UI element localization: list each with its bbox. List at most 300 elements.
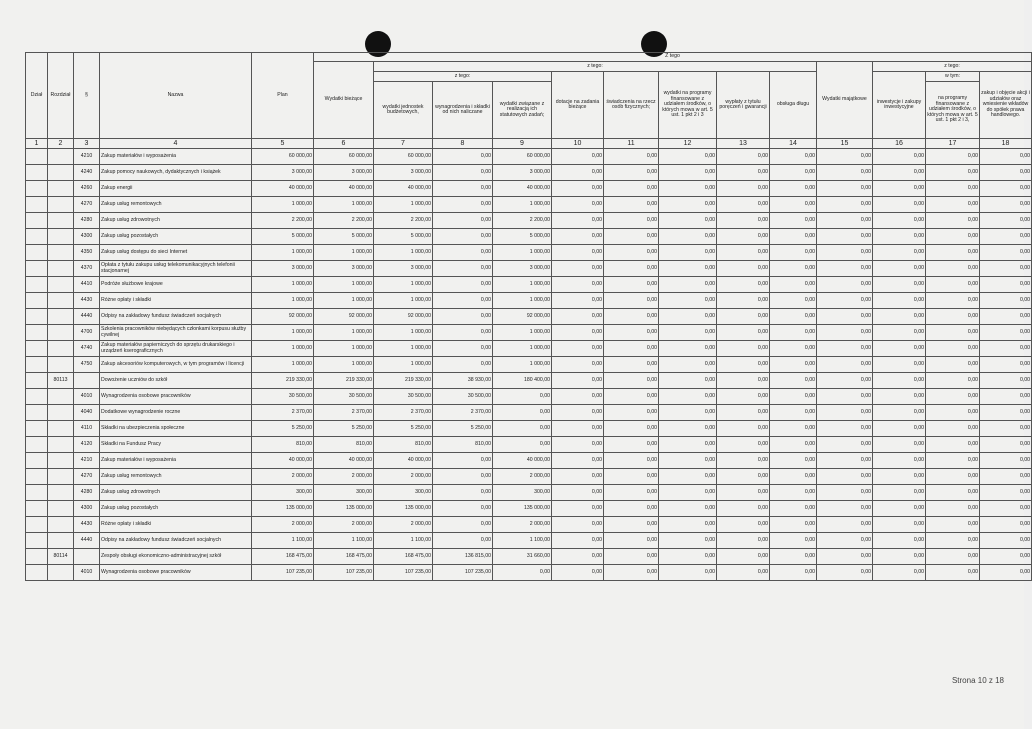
cell-rozdzial: 80113 bbox=[48, 373, 74, 389]
cell-value: 0,00 bbox=[659, 165, 717, 181]
cell-value: 1 000,00 bbox=[314, 357, 374, 373]
cell-value: 0,00 bbox=[659, 261, 717, 277]
cell-value: 0,00 bbox=[433, 277, 493, 293]
cell-paragraf bbox=[74, 549, 100, 565]
cell-value: 5 000,00 bbox=[493, 229, 552, 245]
cell-rozdzial bbox=[48, 517, 74, 533]
cell-value: 0,00 bbox=[604, 309, 659, 325]
cell-value: 3 000,00 bbox=[252, 165, 314, 181]
cell-value: 0,00 bbox=[926, 261, 980, 277]
cell-value: 5 250,00 bbox=[252, 421, 314, 437]
cell-value: 0,00 bbox=[659, 341, 717, 357]
cell-paragraf bbox=[74, 373, 100, 389]
cell-value: 0,00 bbox=[817, 197, 873, 213]
col-wydatki-programy: wydatki na programy finansowane z udziałem środków, o których mowa w art. 5 ust. 1 pkt 2 i 3 bbox=[659, 72, 717, 139]
cell-paragraf: 4210 bbox=[74, 453, 100, 469]
cell-value: 0,00 bbox=[604, 261, 659, 277]
cell-value: 0,00 bbox=[817, 501, 873, 517]
cell-value: 0,00 bbox=[926, 501, 980, 517]
cell-value: 0,00 bbox=[717, 229, 770, 245]
cell-nazwa: Zakup materiałów i wyposażenia bbox=[100, 149, 252, 165]
cell-value: 1 100,00 bbox=[493, 533, 552, 549]
cell-value: 0,00 bbox=[926, 453, 980, 469]
cell-value: 0,00 bbox=[926, 469, 980, 485]
cell-value: 92 000,00 bbox=[493, 309, 552, 325]
cell-value: 0,00 bbox=[717, 469, 770, 485]
cell-value: 0,00 bbox=[873, 357, 926, 373]
cell-value: 0,00 bbox=[873, 293, 926, 309]
cell-rozdzial bbox=[48, 245, 74, 261]
cell-value: 0,00 bbox=[717, 533, 770, 549]
cell-value: 31 660,00 bbox=[493, 549, 552, 565]
cell-value: 92 000,00 bbox=[314, 309, 374, 325]
cell-value: 1 000,00 bbox=[252, 357, 314, 373]
cell-value: 40 000,00 bbox=[374, 181, 433, 197]
cell-value: 60 000,00 bbox=[493, 149, 552, 165]
cell-value: 0,00 bbox=[817, 469, 873, 485]
cell-value: 0,00 bbox=[817, 181, 873, 197]
cell-paragraf: 4270 bbox=[74, 469, 100, 485]
cell-nazwa: Różne opłaty i składki bbox=[100, 293, 252, 309]
column-number: 9 bbox=[493, 139, 552, 149]
cell-value: 1 000,00 bbox=[374, 245, 433, 261]
cell-value: 0,00 bbox=[770, 341, 817, 357]
cell-value: 0,00 bbox=[659, 373, 717, 389]
cell-value: 1 000,00 bbox=[374, 277, 433, 293]
cell-value: 0,00 bbox=[926, 309, 980, 325]
cell-value: 0,00 bbox=[817, 437, 873, 453]
budget-table bbox=[25, 52, 1032, 581]
cell-value: 0,00 bbox=[926, 229, 980, 245]
cell-value: 0,00 bbox=[873, 533, 926, 549]
cell-value: 0,00 bbox=[817, 277, 873, 293]
cell-value: 810,00 bbox=[314, 437, 374, 453]
cell-rozdzial bbox=[48, 421, 74, 437]
cell-nazwa: Zakup usług pozostałych bbox=[100, 501, 252, 517]
column-number: 2 bbox=[48, 139, 74, 149]
cell-value: 0,00 bbox=[659, 213, 717, 229]
cell-value: 0,00 bbox=[770, 485, 817, 501]
cell-value: 0,00 bbox=[770, 389, 817, 405]
col-wydatki-zwiazane: wydatki związane z realizacją ich statutowych zadań; bbox=[493, 82, 552, 139]
cell-value: 107 235,00 bbox=[433, 565, 493, 581]
col-wyplaty: wypłaty z tytułu poręczeń i gwarancji bbox=[717, 72, 770, 139]
cell-rozdzial bbox=[48, 405, 74, 421]
cell-value: 0,00 bbox=[604, 501, 659, 517]
column-number: 14 bbox=[770, 139, 817, 149]
column-number: 7 bbox=[374, 139, 433, 149]
cell-value: 0,00 bbox=[980, 501, 1032, 517]
table-row bbox=[26, 485, 1032, 501]
cell-value: 0,00 bbox=[604, 325, 659, 341]
cell-value: 0,00 bbox=[873, 165, 926, 181]
cell-value: 0,00 bbox=[659, 405, 717, 421]
cell-nazwa: Zakup energii bbox=[100, 181, 252, 197]
cell-value: 3 000,00 bbox=[493, 261, 552, 277]
table-row bbox=[26, 437, 1032, 453]
cell-value: 0,00 bbox=[433, 181, 493, 197]
cell-rozdzial bbox=[48, 277, 74, 293]
cell-value: 0,00 bbox=[926, 293, 980, 309]
cell-rozdzial bbox=[48, 165, 74, 181]
cell-value: 0,00 bbox=[604, 149, 659, 165]
cell-dzial bbox=[26, 277, 48, 293]
cell-dzial bbox=[26, 149, 48, 165]
cell-dzial bbox=[26, 245, 48, 261]
cell-value: 0,00 bbox=[717, 389, 770, 405]
cell-value: 0,00 bbox=[770, 309, 817, 325]
cell-dzial bbox=[26, 437, 48, 453]
cell-paragraf: 4700 bbox=[74, 325, 100, 341]
cell-value: 0,00 bbox=[770, 517, 817, 533]
cell-value: 0,00 bbox=[926, 373, 980, 389]
cell-value: 0,00 bbox=[770, 197, 817, 213]
cell-dzial bbox=[26, 389, 48, 405]
cell-value: 0,00 bbox=[659, 325, 717, 341]
cell-value: 0,00 bbox=[604, 197, 659, 213]
cell-value: 30 500,00 bbox=[433, 389, 493, 405]
cell-value: 0,00 bbox=[659, 389, 717, 405]
cell-value: 0,00 bbox=[433, 325, 493, 341]
cell-dzial bbox=[26, 565, 48, 581]
cell-paragraf: 4270 bbox=[74, 197, 100, 213]
cell-nazwa: Zakup materiałów i wyposażenia bbox=[100, 453, 252, 469]
cell-value: 0,00 bbox=[433, 293, 493, 309]
cell-nazwa: Zakup usług remontowych bbox=[100, 197, 252, 213]
cell-paragraf: 4750 bbox=[74, 357, 100, 373]
cell-value: 0,00 bbox=[926, 357, 980, 373]
cell-value: 0,00 bbox=[926, 533, 980, 549]
cell-paragraf: 4430 bbox=[74, 517, 100, 533]
cell-value: 0,00 bbox=[552, 437, 604, 453]
cell-value: 0,00 bbox=[980, 181, 1032, 197]
cell-value: 1 000,00 bbox=[314, 197, 374, 213]
cell-nazwa: Wynagrodzenia osobowe pracowników bbox=[100, 389, 252, 405]
cell-paragraf: 4260 bbox=[74, 181, 100, 197]
cell-paragraf: 4210 bbox=[74, 149, 100, 165]
cell-dzial bbox=[26, 293, 48, 309]
cell-value: 0,00 bbox=[552, 389, 604, 405]
cell-value: 0,00 bbox=[817, 373, 873, 389]
cell-value: 1 000,00 bbox=[493, 197, 552, 213]
cell-value: 1 000,00 bbox=[493, 357, 552, 373]
cell-rozdzial bbox=[48, 357, 74, 373]
cell-value: 0,00 bbox=[604, 437, 659, 453]
cell-rozdzial bbox=[48, 501, 74, 517]
cell-value: 0,00 bbox=[433, 197, 493, 213]
cell-value: 0,00 bbox=[552, 405, 604, 421]
cell-value: 3 000,00 bbox=[374, 261, 433, 277]
cell-value: 0,00 bbox=[980, 565, 1032, 581]
cell-value: 0,00 bbox=[717, 277, 770, 293]
cell-value: 0,00 bbox=[717, 453, 770, 469]
cell-value: 0,00 bbox=[980, 261, 1032, 277]
cell-value: 0,00 bbox=[873, 565, 926, 581]
cell-value: 5 000,00 bbox=[374, 229, 433, 245]
cell-value: 0,00 bbox=[873, 149, 926, 165]
cell-value: 2 200,00 bbox=[314, 213, 374, 229]
cell-dzial bbox=[26, 341, 48, 357]
cell-value: 0,00 bbox=[717, 341, 770, 357]
cell-value: 0,00 bbox=[552, 197, 604, 213]
cell-value: 0,00 bbox=[873, 325, 926, 341]
cell-value: 135 000,00 bbox=[374, 501, 433, 517]
cell-value: 0,00 bbox=[817, 389, 873, 405]
cell-value: 0,00 bbox=[552, 549, 604, 565]
cell-value: 0,00 bbox=[817, 517, 873, 533]
cell-value: 0,00 bbox=[659, 533, 717, 549]
column-number: 13 bbox=[717, 139, 770, 149]
cell-value: 0,00 bbox=[604, 405, 659, 421]
cell-value: 0,00 bbox=[717, 197, 770, 213]
cell-value: 0,00 bbox=[552, 181, 604, 197]
cell-value: 5 000,00 bbox=[314, 229, 374, 245]
cell-value: 0,00 bbox=[717, 549, 770, 565]
cell-value: 0,00 bbox=[817, 453, 873, 469]
table-row bbox=[26, 549, 1032, 565]
column-number: 8 bbox=[433, 139, 493, 149]
cell-value: 0,00 bbox=[770, 565, 817, 581]
column-number: 18 bbox=[980, 139, 1032, 149]
cell-dzial bbox=[26, 485, 48, 501]
cell-value: 300,00 bbox=[493, 485, 552, 501]
cell-value: 1 000,00 bbox=[314, 277, 374, 293]
table-header bbox=[26, 53, 1032, 149]
cell-nazwa: Zakup usług zdrowotnych bbox=[100, 213, 252, 229]
cell-nazwa: Zakup usług remontowych bbox=[100, 469, 252, 485]
column-number: 12 bbox=[659, 139, 717, 149]
cell-paragraf: 4430 bbox=[74, 293, 100, 309]
cell-value: 0,00 bbox=[433, 341, 493, 357]
cell-value: 0,00 bbox=[604, 453, 659, 469]
cell-dzial bbox=[26, 549, 48, 565]
cell-value: 0,00 bbox=[926, 341, 980, 357]
table-row bbox=[26, 293, 1032, 309]
cell-value: 0,00 bbox=[770, 213, 817, 229]
cell-value: 0,00 bbox=[926, 389, 980, 405]
cell-value: 3 000,00 bbox=[314, 165, 374, 181]
cell-value: 0,00 bbox=[926, 149, 980, 165]
cell-dzial bbox=[26, 181, 48, 197]
cell-value: 0,00 bbox=[817, 149, 873, 165]
cell-value: 40 000,00 bbox=[252, 181, 314, 197]
cell-value: 0,00 bbox=[770, 325, 817, 341]
cell-value: 1 000,00 bbox=[314, 325, 374, 341]
cell-value: 0,00 bbox=[817, 549, 873, 565]
cell-rozdzial bbox=[48, 309, 74, 325]
cell-rozdzial bbox=[48, 149, 74, 165]
cell-value: 0,00 bbox=[770, 453, 817, 469]
cell-value: 0,00 bbox=[770, 373, 817, 389]
cell-value: 0,00 bbox=[770, 277, 817, 293]
cell-value: 0,00 bbox=[770, 437, 817, 453]
cell-paragraf: 4010 bbox=[74, 389, 100, 405]
cell-value: 168 475,00 bbox=[374, 549, 433, 565]
cell-value: 2 370,00 bbox=[314, 405, 374, 421]
table-row bbox=[26, 373, 1032, 389]
cell-value: 0,00 bbox=[717, 421, 770, 437]
table-row bbox=[26, 149, 1032, 165]
cell-value: 0,00 bbox=[433, 213, 493, 229]
column-numbers-row bbox=[26, 139, 1032, 149]
cell-value: 0,00 bbox=[604, 533, 659, 549]
cell-value: 0,00 bbox=[980, 469, 1032, 485]
cell-value: 40 000,00 bbox=[374, 453, 433, 469]
cell-value: 0,00 bbox=[433, 485, 493, 501]
cell-value: 0,00 bbox=[817, 533, 873, 549]
cell-value: 0,00 bbox=[433, 229, 493, 245]
cell-value: 0,00 bbox=[980, 389, 1032, 405]
cell-value: 0,00 bbox=[659, 517, 717, 533]
cell-value: 0,00 bbox=[433, 165, 493, 181]
cell-value: 0,00 bbox=[817, 165, 873, 181]
cell-value: 0,00 bbox=[433, 517, 493, 533]
cell-nazwa: Odpisy na zakładowy fundusz świadczeń socjalnych bbox=[100, 309, 252, 325]
cell-rozdzial bbox=[48, 469, 74, 485]
z-tego-majatkowe: z tego: bbox=[873, 62, 1032, 72]
cell-value: 0,00 bbox=[717, 181, 770, 197]
cell-value: 1 000,00 bbox=[252, 277, 314, 293]
table-row bbox=[26, 469, 1032, 485]
w-tym: w tym: bbox=[926, 72, 980, 82]
cell-value: 1 100,00 bbox=[314, 533, 374, 549]
cell-value: 92 000,00 bbox=[374, 309, 433, 325]
cell-value: 1 000,00 bbox=[493, 325, 552, 341]
cell-paragraf: 4440 bbox=[74, 533, 100, 549]
cell-value: 0,00 bbox=[659, 421, 717, 437]
cell-rozdzial bbox=[48, 389, 74, 405]
cell-value: 0,00 bbox=[552, 309, 604, 325]
cell-value: 0,00 bbox=[980, 325, 1032, 341]
cell-value: 168 475,00 bbox=[252, 549, 314, 565]
cell-value: 0,00 bbox=[552, 149, 604, 165]
cell-value: 0,00 bbox=[717, 213, 770, 229]
cell-value: 2 000,00 bbox=[374, 517, 433, 533]
cell-value: 0,00 bbox=[980, 405, 1032, 421]
cell-value: 0,00 bbox=[980, 309, 1032, 325]
cell-dzial bbox=[26, 421, 48, 437]
cell-rozdzial bbox=[48, 533, 74, 549]
cell-value: 0,00 bbox=[433, 261, 493, 277]
cell-value: 0,00 bbox=[817, 261, 873, 277]
cell-value: 0,00 bbox=[926, 325, 980, 341]
cell-value: 0,00 bbox=[817, 485, 873, 501]
cell-nazwa: Zespoły obsługi ekonomiczno-administracyjnej szkół bbox=[100, 549, 252, 565]
cell-value: 40 000,00 bbox=[493, 453, 552, 469]
cell-value: 0,00 bbox=[873, 469, 926, 485]
cell-value: 1 000,00 bbox=[374, 341, 433, 357]
cell-value: 0,00 bbox=[926, 437, 980, 453]
cell-value: 0,00 bbox=[770, 293, 817, 309]
cell-dzial bbox=[26, 405, 48, 421]
cell-nazwa: Zakup materiałów papierniczych do sprzętu drukarskiego i urządzeń kserograficznych bbox=[100, 341, 252, 357]
cell-nazwa: Zakup pomocy naukowych, dydaktycznych i książek bbox=[100, 165, 252, 181]
cell-value: 0,00 bbox=[926, 245, 980, 261]
cell-value: 0,00 bbox=[659, 549, 717, 565]
table-row bbox=[26, 517, 1032, 533]
table-row bbox=[26, 405, 1032, 421]
cell-value: 0,00 bbox=[980, 533, 1032, 549]
cell-value: 0,00 bbox=[552, 565, 604, 581]
cell-value: 0,00 bbox=[717, 517, 770, 533]
cell-value: 2 000,00 bbox=[374, 469, 433, 485]
cell-value: 0,00 bbox=[552, 453, 604, 469]
cell-paragraf: 4300 bbox=[74, 229, 100, 245]
cell-value: 2 370,00 bbox=[433, 405, 493, 421]
cell-value: 1 000,00 bbox=[374, 357, 433, 373]
cell-value: 0,00 bbox=[604, 469, 659, 485]
cell-rozdzial bbox=[48, 437, 74, 453]
cell-nazwa: Zakup akcesoriów komputerowych, w tym programów i licencji bbox=[100, 357, 252, 373]
cell-dzial bbox=[26, 229, 48, 245]
cell-value: 0,00 bbox=[926, 549, 980, 565]
col-wynagrodzenia: wynagrodzenia i składki od nich naliczane bbox=[433, 82, 493, 139]
cell-rozdzial bbox=[48, 341, 74, 357]
cell-rozdzial bbox=[48, 565, 74, 581]
cell-value: 0,00 bbox=[659, 277, 717, 293]
cell-value: 0,00 bbox=[980, 277, 1032, 293]
cell-value: 0,00 bbox=[770, 245, 817, 261]
cell-paragraf: 4370 bbox=[74, 261, 100, 277]
cell-nazwa: Zakup usług zdrowotnych bbox=[100, 485, 252, 501]
cell-value: 2 000,00 bbox=[252, 469, 314, 485]
cell-value: 0,00 bbox=[717, 165, 770, 181]
cell-value: 0,00 bbox=[817, 357, 873, 373]
cell-rozdzial: 80114 bbox=[48, 549, 74, 565]
cell-rozdzial bbox=[48, 197, 74, 213]
cell-value: 0,00 bbox=[717, 565, 770, 581]
cell-value: 1 000,00 bbox=[252, 293, 314, 309]
cell-value: 0,00 bbox=[604, 341, 659, 357]
cell-value: 0,00 bbox=[659, 181, 717, 197]
cell-value: 0,00 bbox=[770, 181, 817, 197]
cell-value: 0,00 bbox=[926, 421, 980, 437]
table-row bbox=[26, 389, 1032, 405]
cell-value: 0,00 bbox=[980, 549, 1032, 565]
cell-paragraf: 4040 bbox=[74, 405, 100, 421]
cell-rozdzial bbox=[48, 181, 74, 197]
cell-value: 1 000,00 bbox=[374, 293, 433, 309]
cell-nazwa: Dowożenie uczniów do szkół bbox=[100, 373, 252, 389]
cell-value: 0,00 bbox=[552, 341, 604, 357]
cell-value: 0,00 bbox=[926, 213, 980, 229]
cell-value: 0,00 bbox=[604, 229, 659, 245]
cell-value: 0,00 bbox=[980, 341, 1032, 357]
cell-value: 1 000,00 bbox=[314, 293, 374, 309]
cell-value: 2 200,00 bbox=[374, 213, 433, 229]
cell-value: 3 000,00 bbox=[493, 165, 552, 181]
cell-value: 0,00 bbox=[659, 469, 717, 485]
cell-value: 0,00 bbox=[770, 357, 817, 373]
cell-value: 2 000,00 bbox=[314, 469, 374, 485]
cell-paragraf: 4120 bbox=[74, 437, 100, 453]
cell-paragraf: 4280 bbox=[74, 213, 100, 229]
col-inwestycje: inwestycje i zakupy inwestycyjne bbox=[873, 72, 926, 139]
col-rozdzial: Rozdział bbox=[48, 53, 74, 139]
cell-value: 219 330,00 bbox=[374, 373, 433, 389]
cell-value: 0,00 bbox=[552, 469, 604, 485]
cell-value: 1 000,00 bbox=[252, 197, 314, 213]
column-number: 1 bbox=[26, 139, 48, 149]
cell-dzial bbox=[26, 501, 48, 517]
cell-value: 0,00 bbox=[817, 213, 873, 229]
cell-value: 0,00 bbox=[433, 245, 493, 261]
cell-value: 2 200,00 bbox=[493, 213, 552, 229]
cell-paragraf: 4280 bbox=[74, 485, 100, 501]
table-row bbox=[26, 213, 1032, 229]
cell-nazwa: Różne opłaty i składki bbox=[100, 517, 252, 533]
column-number: 16 bbox=[873, 139, 926, 149]
